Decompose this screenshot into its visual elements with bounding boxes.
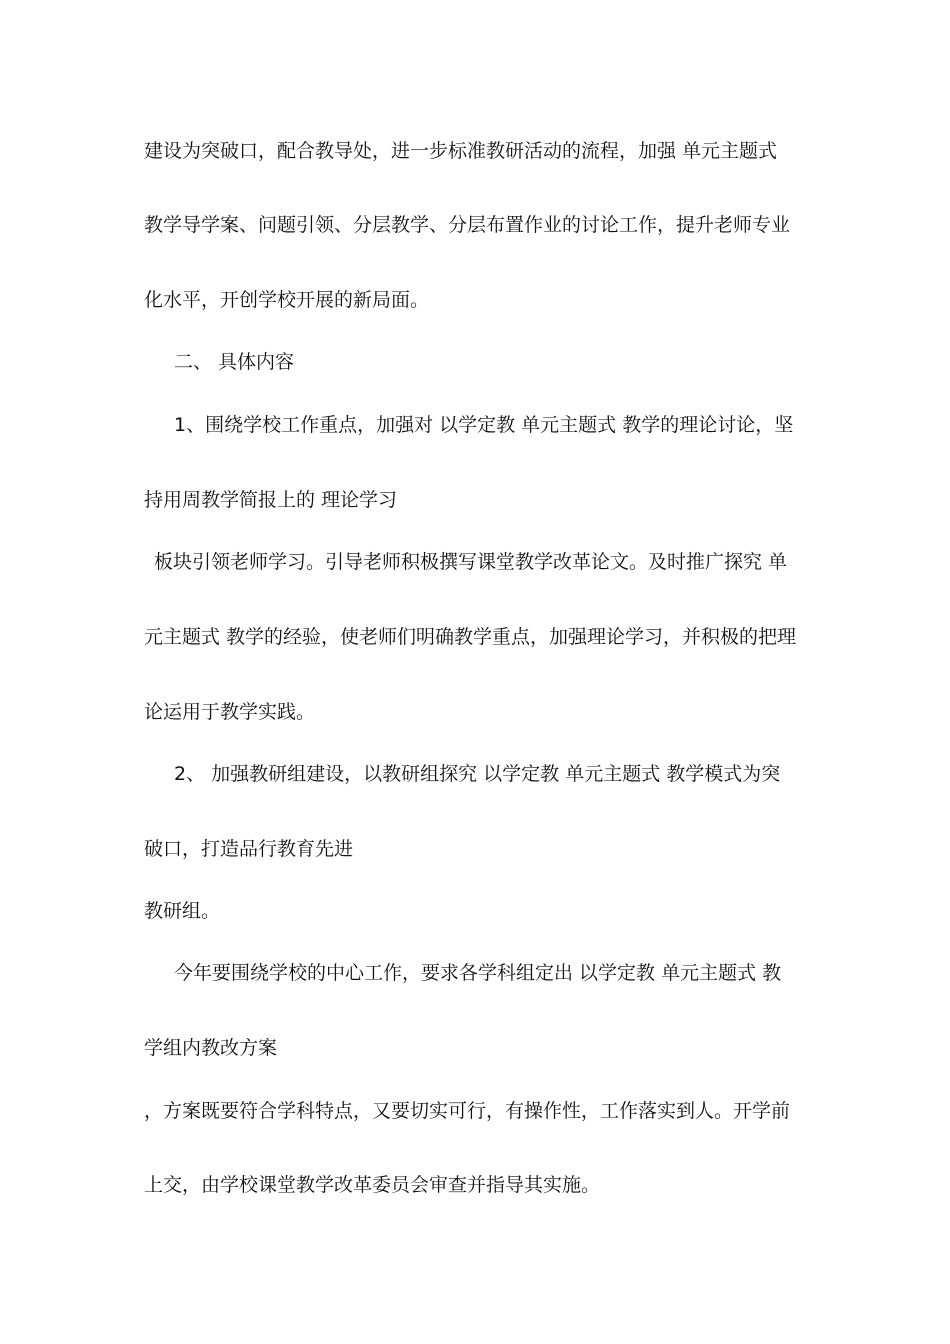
paragraph-line-12: 教研组。 xyxy=(144,900,221,922)
paragraph-line-6: 持用周教学简报上的 理论学习 xyxy=(144,489,398,511)
paragraph-line-13: 今年要围绕学校的中心工作，要求各学科组定出 以学定教 单元主题式 教 xyxy=(174,962,782,984)
paragraph-line-15: ，方案既要符合学科特点，又要切实可行，有操作性，工作落实到人。开学前 xyxy=(144,1100,791,1122)
paragraph-line-9: 论运用于教学实践。 xyxy=(144,701,316,723)
paragraph-line-2: 教学导学案、问题引领、分层教学、分层布置作业的讨论工作，提升老师专业 xyxy=(144,214,791,236)
paragraph-line-16: 上交，由学校课堂教学改革委员会审查并指导其实施。 xyxy=(144,1174,601,1196)
paragraph-line-8: 元主题式 教学的经验，使老师们明确教学重点，加强理论学习，并积极的把理 xyxy=(144,626,797,648)
paragraph-line-7: 板块引领老师学习。引导老师积极撰写课堂教学改革论文。及时推广探究 单 xyxy=(154,551,788,573)
paragraph-line-14: 学组内教改方案 xyxy=(144,1037,278,1059)
paragraph-line-3: 化水平，开创学校开展的新局面。 xyxy=(144,289,430,311)
section-heading: 二、 具体内容 xyxy=(174,351,295,373)
paragraph-line-1: 建设为突破口，配合教导处，进一步标准教研活动的流程，加强 单元主题式 xyxy=(144,140,778,162)
paragraph-line-10: 2、 加强教研组建设，以教研组探究 以学定教 单元主题式 教学模式为突 xyxy=(174,763,781,785)
paragraph-line-5: 1、围绕学校工作重点，加强对 以学定教 单元主题式 教学的理论讨论，坚 xyxy=(174,414,794,436)
paragraph-line-11: 破口，打造品行教育先进 xyxy=(144,838,354,860)
